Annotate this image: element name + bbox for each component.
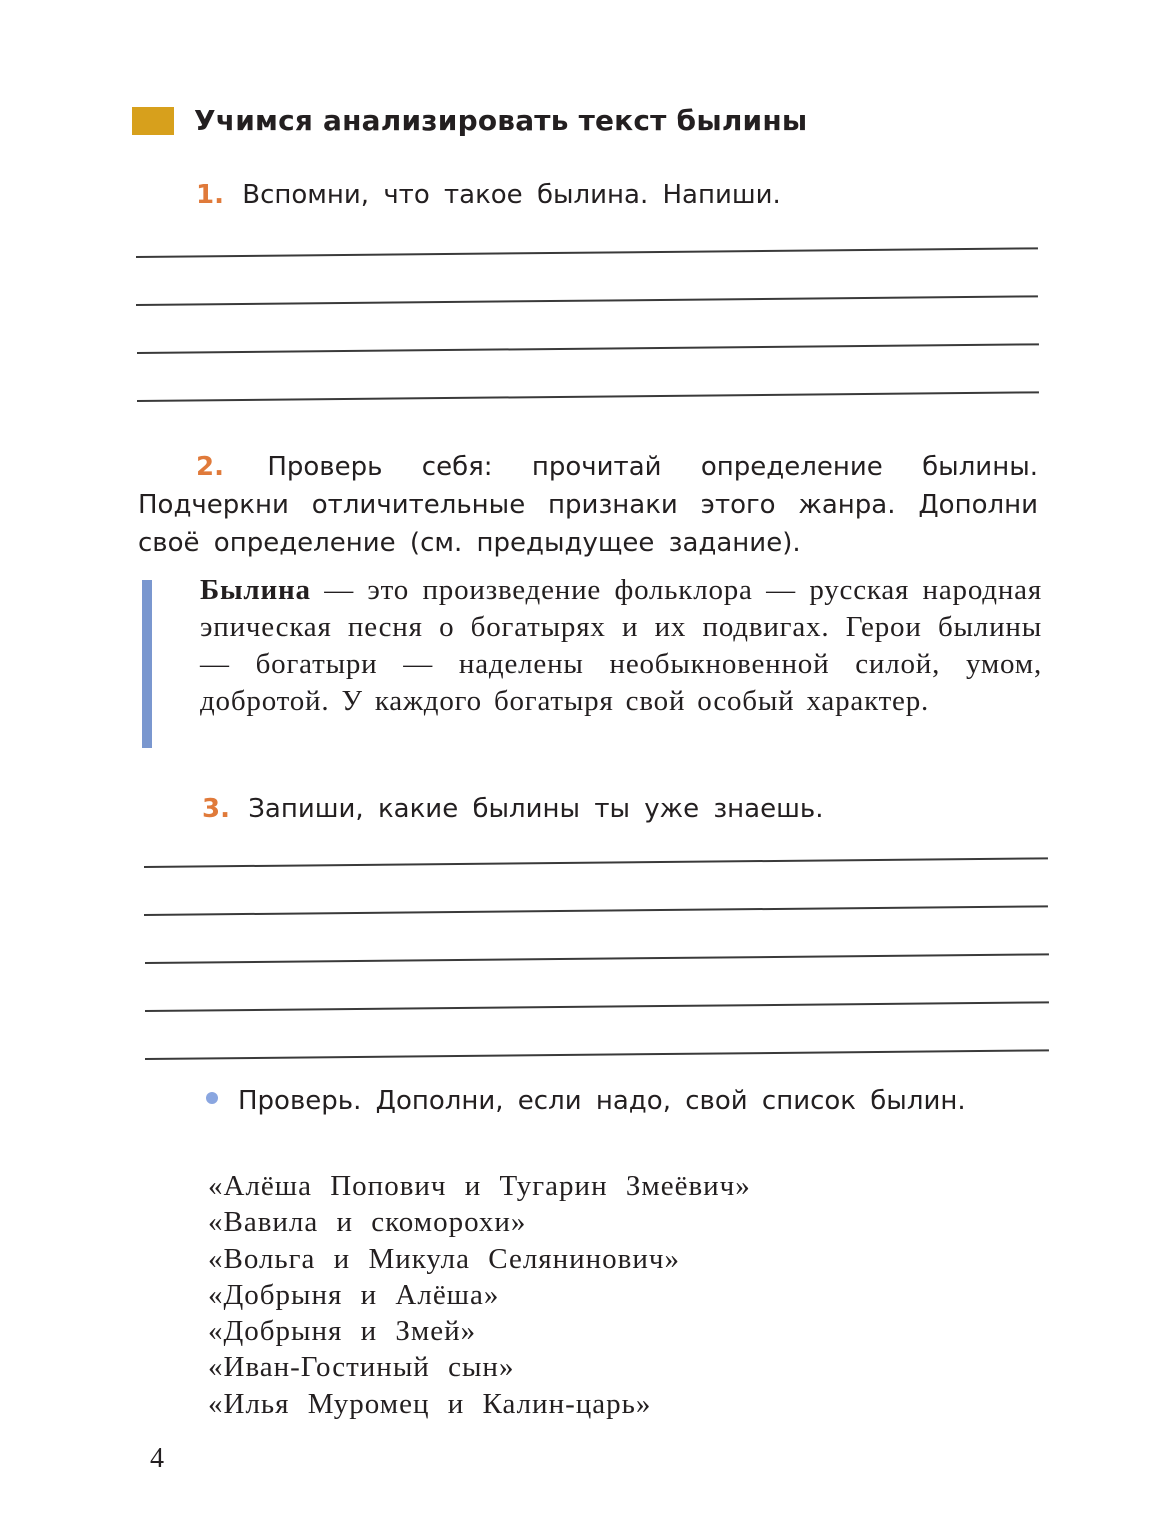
section-title: Учимся анализировать текст былины [194, 104, 808, 137]
list-item: «Иван-Гостиный сын» [208, 1351, 515, 1384]
list-item: «Добрыня и Алёша» [208, 1278, 500, 1311]
task-1 [196, 176, 781, 214]
answer-line[interactable] [137, 343, 1039, 354]
task-3-number: 3. [202, 794, 230, 824]
definition-body: — это произведение фольклора — русская народная эпическая песня о богатырях и их подвигах. Герои былины — богатыри — наделены необыкновенной силой, умом, добротой. У каждого богатыря свой особый характер. [200, 574, 1042, 717]
section-header [132, 104, 807, 137]
task-2 [138, 448, 1038, 562]
definition-bar [142, 580, 152, 748]
bullet-icon [206, 1092, 218, 1104]
check-note [138, 1080, 1046, 1122]
answer-line[interactable] [144, 857, 1048, 868]
task-2-text: Проверь себя: прочитай определение былины. Подчеркни отличительные признаки этого жанра. Дополни своё определение (см. предыдущее задание). [138, 452, 1038, 558]
list-item: «Вольга и Микула Селянинович» [208, 1242, 680, 1275]
answer-line[interactable] [137, 391, 1039, 402]
page-number: 4 [150, 1443, 164, 1474]
task-3 [202, 790, 823, 828]
task-1-number: 1. [196, 180, 224, 210]
answer-line[interactable] [145, 1049, 1049, 1060]
answer-line[interactable] [145, 953, 1049, 964]
list-item: «Вавила и скоморохи» [208, 1206, 527, 1239]
task-1-text: Вспомни, что такое былина. Напиши. [242, 180, 781, 210]
list-item: «Алёша Попович и Тугарин Змеёвич» [208, 1170, 751, 1202]
check-note-text: Проверь. Дополни, если надо, свой список былин. [238, 1086, 966, 1116]
definition-term: Былина [200, 574, 311, 606]
list-item: «Добрыня и Змей» [208, 1315, 477, 1348]
answer-line[interactable] [136, 247, 1038, 258]
definition-text [200, 572, 1042, 720]
answer-line[interactable] [144, 905, 1048, 916]
section-marker-icon [132, 107, 174, 135]
answer-line[interactable] [136, 295, 1038, 306]
task-3-text: Запиши, какие былины ты уже знаешь. [248, 794, 824, 824]
byliny-list [208, 1168, 751, 1422]
list-item: «Илья Муромец и Калин-царь» [208, 1387, 652, 1420]
answer-line[interactable] [145, 1001, 1049, 1012]
task-2-number: 2. [196, 452, 224, 482]
